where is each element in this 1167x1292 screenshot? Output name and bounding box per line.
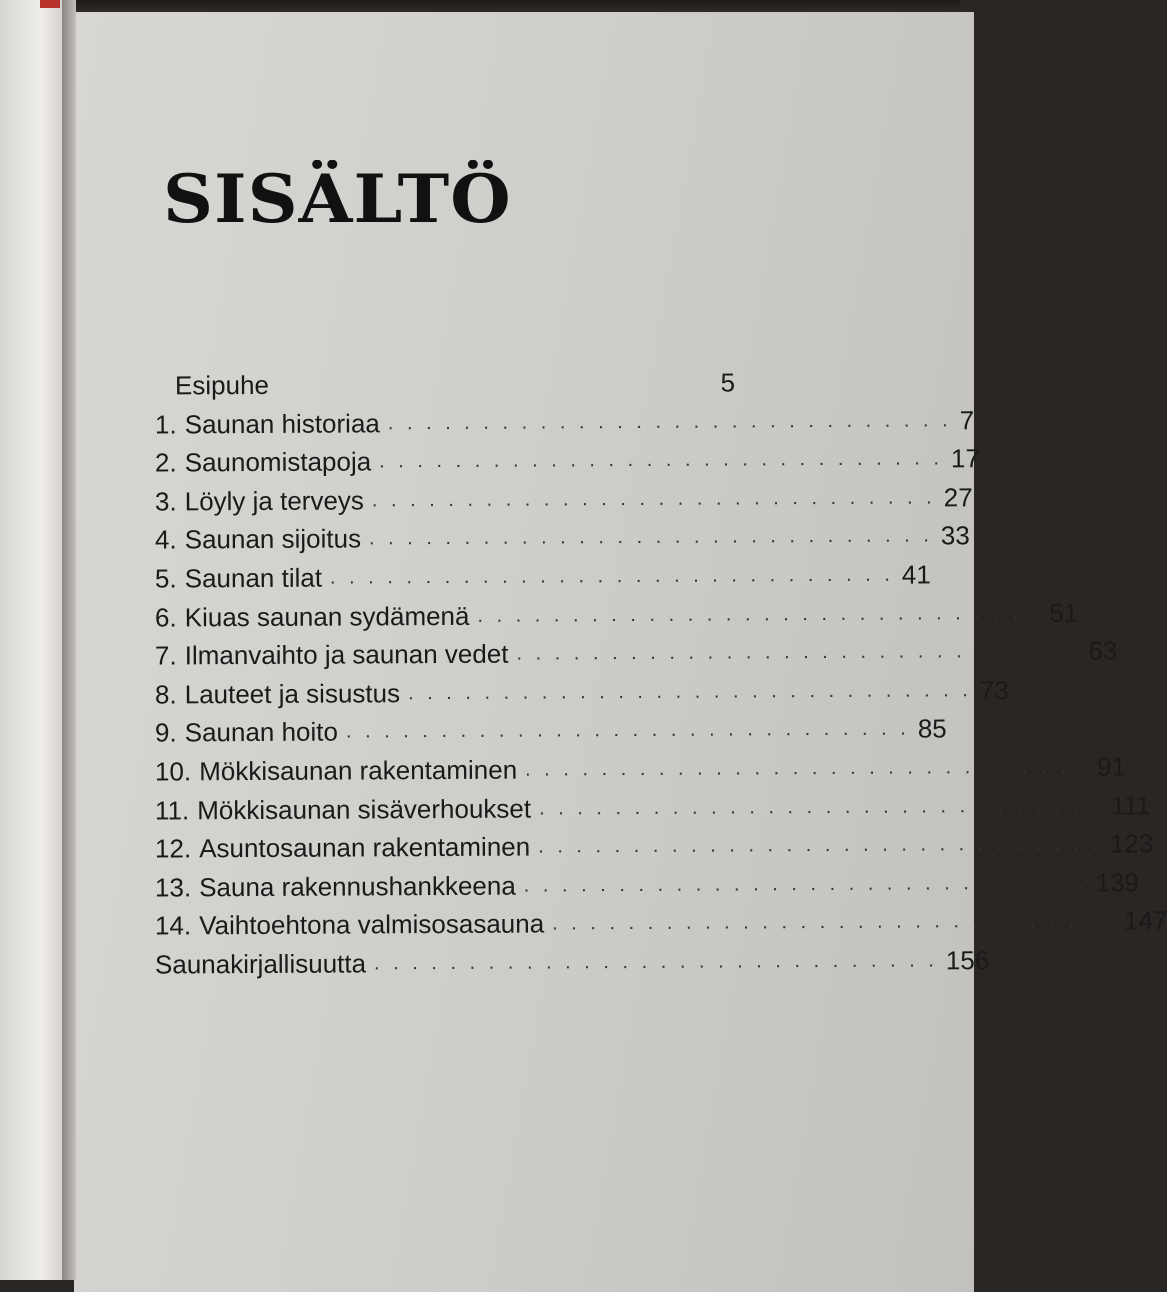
chapter-number: 1. [154, 408, 177, 439]
chapter-title: Saunomistapoja [184, 446, 372, 478]
leader-dots: . . . . . . . . . . . . . . . . . . . . . . . . . . . . . . [538, 832, 1103, 858]
leader-dots [277, 383, 637, 385]
page-number: 139 [1095, 866, 1140, 898]
toc-entry [154, 479, 973, 521]
left-page-edge [0, 0, 70, 1280]
toc-entry [154, 556, 931, 598]
page-number: 85 [917, 713, 947, 744]
leader-dots: . . . . . . . . . . . . . . . . . . . . . . . . . . . . . . [379, 447, 944, 473]
page-title: SISÄLTÖ [163, 160, 512, 238]
chapter-number: 6. [154, 601, 177, 632]
page-number: 41 [901, 559, 931, 590]
page-number: 91 [1096, 751, 1126, 782]
page-number: 147 [1123, 905, 1167, 936]
leader-dots: . . . . . . . . . . . . . . . . . . . . . . . . . . . . . . [345, 717, 910, 743]
toc-entry [154, 711, 947, 753]
toc-entry [154, 595, 1079, 637]
chapter-number: 9. [154, 717, 177, 748]
chapter-title: Lauteet ja sisustus [184, 677, 401, 709]
chapter-title: Asuntosaunan rakentaminen [199, 831, 531, 864]
leader-dots: . . . . . . . . . . . . . . . . . . . . . . . . . . . . . . [539, 793, 1103, 819]
leader-dots: . . . . . . . . . . . . . . . . . . . . . . . . . . . . . . [407, 678, 972, 704]
leader-dots: . . . . . . . . . . . . . . . . . . . . . . . . . . . . . . [477, 601, 1042, 627]
toc-entry [154, 672, 1009, 714]
chapter-title: Vaihtoehtona valmisosasauna [199, 908, 545, 941]
toc-entry [154, 749, 1126, 791]
toc-entry [154, 788, 1151, 830]
chapter-number: 7. [154, 640, 177, 671]
toc-entry [155, 363, 735, 405]
toc-entry [154, 942, 990, 984]
page-number: 33 [940, 520, 970, 551]
chapter-title: Saunan tilat [184, 562, 323, 594]
chapter-number: 4. [154, 524, 177, 555]
leader-dots: . . . . . . . . . . . . . . . . . . . . . . . . . . . . . . [371, 486, 936, 511]
page-number: 73 [979, 674, 1009, 705]
chapter-title: Kiuas saunan sydämenä [184, 600, 470, 632]
book-gutter [62, 0, 76, 1280]
toc-entry [154, 518, 970, 560]
chapter-title: Esipuhe [174, 369, 270, 401]
toc-entry [154, 904, 1167, 946]
chapter-title: Saunan sijoitus [184, 523, 362, 555]
chapter-title: Mökkisaunan sisäverhoukset [197, 792, 532, 825]
page-number: 51 [1049, 597, 1079, 628]
toc-entry [154, 827, 1154, 869]
chapter-number: 11. [154, 794, 190, 825]
toc-entry [154, 865, 1140, 907]
chapter-number: 10. [154, 756, 192, 787]
leader-dots: . . . . . . . . . . . . . . . . . . . . . . . . . . . . . . [552, 909, 1117, 935]
chapter-title: Saunan historiaa [184, 407, 380, 439]
page-number: 63 [1088, 635, 1118, 666]
chapter-number: 2. [154, 447, 177, 478]
leader-dots: . . . . . . . . . . . . . . . . . . . . . . . . . . . . . . [373, 949, 938, 975]
page-number: 17 [950, 443, 980, 474]
leader-dots: . . . . . . . . . . . . . . . . . . . . . . . . . . . . . . [329, 563, 894, 589]
leader-dots: . . . . . . . . . . . . . . . . . . . . . . . . . . . . . . [387, 408, 952, 434]
leader-dots: . . . . . . . . . . . . . . . . . . . . . . . . . . . . . . [368, 524, 933, 550]
book-cover-corner [40, 0, 60, 8]
page-number: 123 [1109, 828, 1154, 859]
chapter-number: 5. [154, 563, 177, 594]
toc-entry [154, 634, 1118, 676]
chapter-title: Saunan hoito [184, 716, 339, 748]
leader-dots: . . . . . . . . . . . . . . . . . . . . . . . . . . . . . . [516, 639, 1081, 665]
table-of-contents [154, 365, 1167, 983]
page-number: 27 [943, 481, 973, 512]
chapter-number: 3. [154, 485, 177, 517]
page-number: 5 [720, 367, 736, 398]
chapter-number: 14. [154, 910, 192, 941]
chapter-title: Ilmanvaihto ja saunan vedet [184, 638, 509, 671]
chapter-number: 12. [154, 833, 192, 864]
leader-dots: . . . . . . . . . . . . . . . . . . . . . . . . . . . . . . [525, 755, 1090, 781]
toc-entry [154, 402, 975, 444]
chapter-title: Sauna rakennushankkeena [199, 870, 516, 902]
chapter-title: Saunakirjallisuutta [154, 948, 367, 980]
leader-dots: . . . . . . . . . . . . . . . . . . . . . . . . . . . . . . [523, 871, 1088, 897]
page-number: 111 [1110, 789, 1151, 820]
chapter-title: Löyly ja terveys [184, 485, 364, 516]
chapter-title: Mökkisaunan rakentaminen [199, 754, 518, 787]
chapter-number: 13. [154, 871, 192, 903]
chapter-number: 8. [154, 678, 177, 710]
page-number: 7 [959, 404, 975, 435]
toc-entry [154, 441, 980, 483]
page-number: 156 [945, 944, 990, 976]
